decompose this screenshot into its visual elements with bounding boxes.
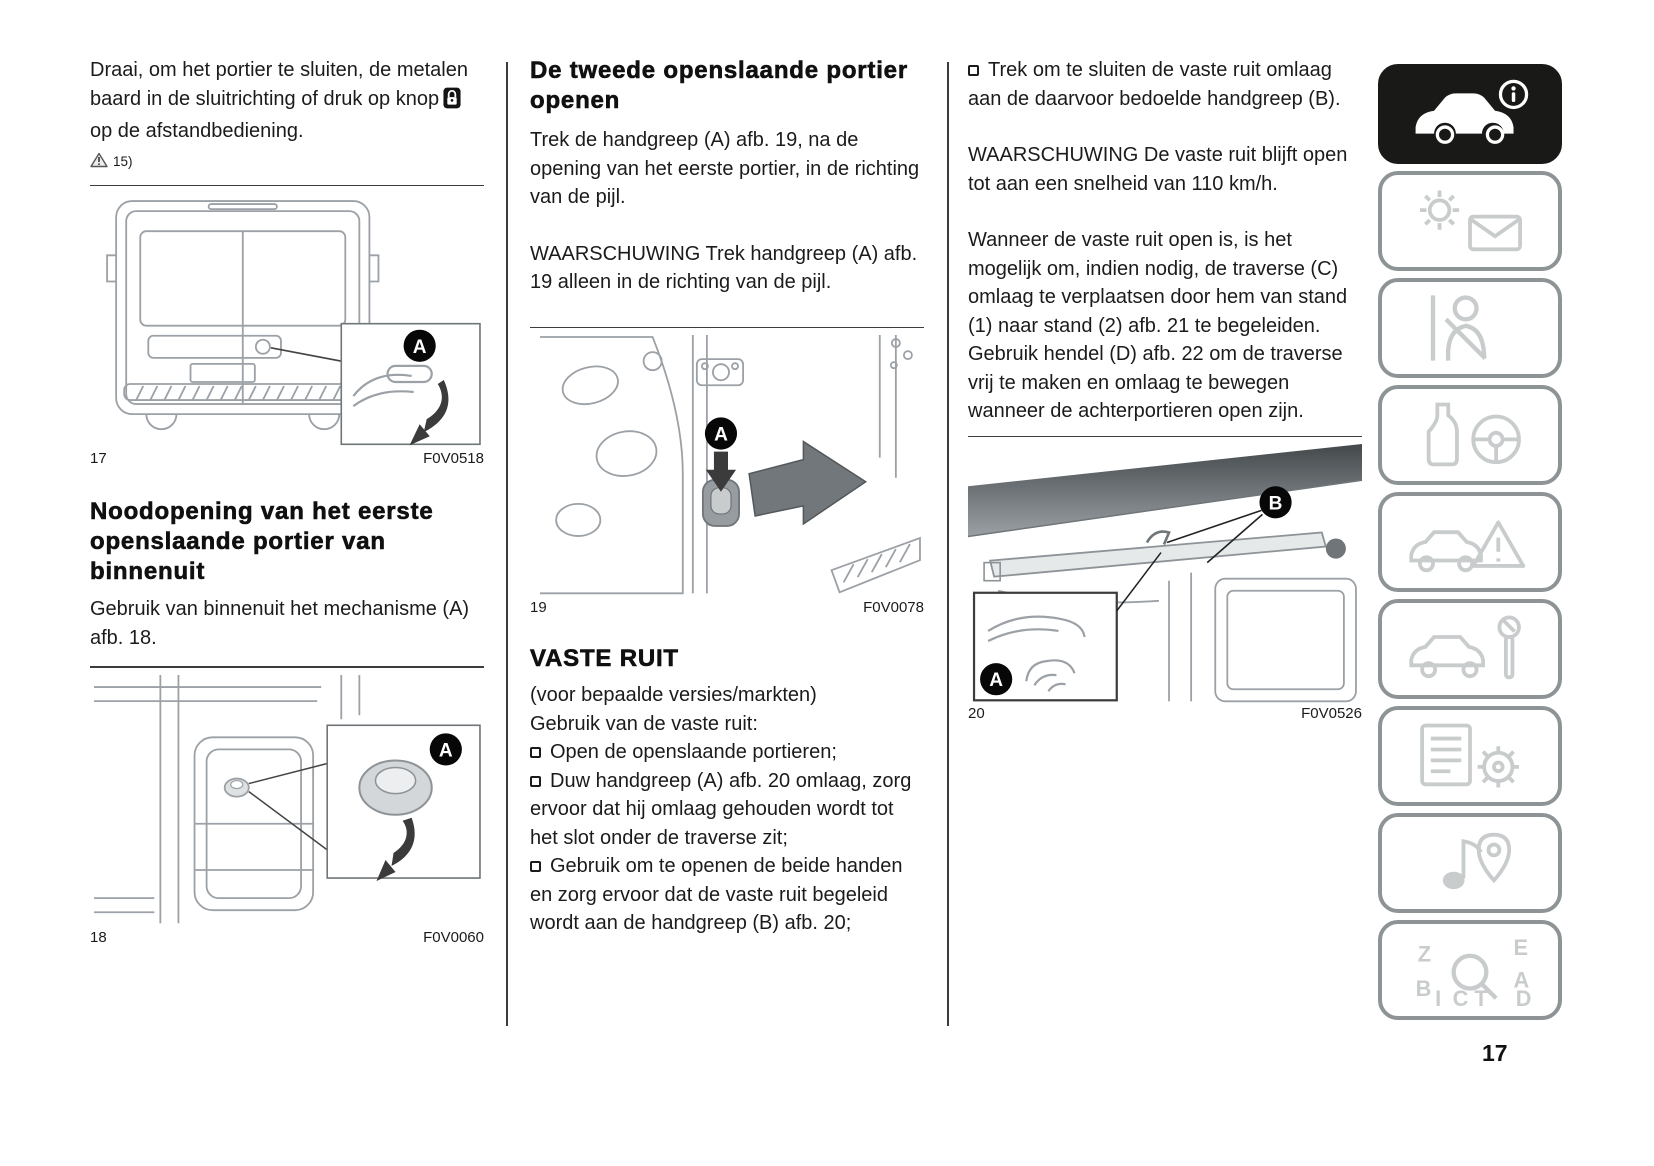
bullet-square-icon (530, 861, 541, 872)
paragraph-traverse: Wanneer de vaste ruit open is, is het mogelijk om, indien nodig, de traverse (C) omlaag te verplaatsen door hem van stand (1) naar stand (2) afb. 21 te begeleiden. (968, 229, 1348, 337)
figure-code: F0V0078 (863, 599, 924, 617)
sidebar-tab-maintenance[interactable] (1378, 599, 1562, 699)
heading-emergency-opening: Noodopening van het eerste openslaande portier van binnenuit (90, 498, 434, 586)
figure-19-door-jamb-art (530, 331, 924, 597)
sidebar-tab-safety[interactable] (1378, 278, 1562, 378)
figure-20 (968, 436, 1362, 723)
figure-number: 18 (90, 929, 107, 947)
marker-a-label: A (989, 670, 1004, 692)
heading-fixed-window: VASTE RUIT (530, 645, 679, 673)
lead-fixed-window: Gebruik van de vaste ruit: (530, 712, 758, 735)
column-right (968, 56, 1362, 722)
alphabetical-index-icon (1406, 933, 1534, 1007)
seatbelt-safety-icon (1406, 291, 1534, 365)
footnote-number: 15) (113, 153, 133, 169)
svg-text:T: T (1474, 985, 1488, 1007)
bullet-item: Trek om te sluiten de vaste ruit omlaag aan de daarvoor bedoelde handgreep (B). (968, 59, 1341, 110)
sidebar-tab-starting-driving[interactable] (1378, 385, 1562, 485)
figure-17-van-rear-art (90, 189, 484, 448)
paragraph-lever: Gebruik hendel (D) afb. 22 om de traverse vrij te maken en omlaag te bewegen wanneer de achterportieren open zijn. (968, 343, 1343, 422)
sun-message-icon (1406, 184, 1534, 258)
marker-b-label: B (1268, 493, 1283, 515)
svg-text:A: A (1513, 967, 1530, 993)
bullet-square-icon (968, 65, 979, 76)
figure-code: F0V0526 (1301, 705, 1362, 723)
steering-wheel-icon (1406, 398, 1534, 472)
sidebar-tab-index[interactable] (1378, 920, 1562, 1020)
subtitle-versions: (voor bepaalde versies/markten) (530, 684, 817, 707)
marker-a-label: A (438, 740, 453, 762)
marker-a-label: A (412, 336, 427, 358)
figure-20-caption (968, 705, 1362, 722)
warning-triangle-icon (90, 152, 108, 171)
figure-20-roof-traverse-art (968, 440, 1362, 703)
bullet-square-icon (530, 776, 541, 787)
figure-code: F0V0060 (423, 929, 484, 947)
bullet-item: Duw handgreep (A) afb. 20 omlaag, zorg ervoor dat hij omlaag gehouden wordt tot het slot onder de traverse zit; (530, 769, 912, 849)
svg-text:I: I (1435, 985, 1442, 1007)
section-tab-sidebar (1378, 64, 1562, 1027)
marker-a-label: A (714, 424, 728, 446)
paragraph-warning-speed: WAARSCHUWING De vaste ruit blijft open tot aan een snelheid van 110 km/h. (968, 144, 1348, 195)
paragraph-warning-handle: WAARSCHUWING Trek handgreep (A) afb. 19 alleen in de richting van de pijl. (530, 242, 918, 293)
remote-lock-icon (443, 87, 461, 118)
page-number: 17 (1482, 1040, 1508, 1066)
svg-text:C: C (1452, 985, 1469, 1007)
svg-text:Z: Z (1417, 941, 1432, 967)
figure-17-caption (90, 450, 484, 467)
bullet-item: Gebruik om te openen de beide handen en zorg ervoor dat de vaste ruit begeleid wordt aan de handgreep (B) afb. 20; (530, 855, 903, 935)
car-info-icon (1406, 77, 1534, 151)
column-left (90, 56, 484, 946)
heading-second-door: De tweede openslaande portier openen (530, 57, 908, 114)
svg-text:D: D (1515, 985, 1532, 1007)
figure-17 (90, 185, 484, 468)
column-divider (506, 62, 508, 1026)
figure-18-caption (90, 929, 484, 946)
figure-19 (530, 327, 924, 617)
figure-code: F0V0518 (423, 450, 484, 468)
figure-number: 20 (968, 705, 985, 723)
sidebar-tab-dashboard-messages[interactable] (1378, 171, 1562, 271)
svg-text:E: E (1513, 934, 1529, 960)
spec-list-gear-icon (1406, 719, 1534, 793)
figure-number: 17 (90, 450, 107, 468)
footnote-reference (90, 152, 484, 171)
figure-18-door-mechanism-art (90, 671, 484, 927)
paragraph-mechanism: Gebruik van binnenuit het mechanisme (A) afb. 18. (90, 598, 470, 649)
paragraph-close-door: Draai, om het portier te sluiten, de metalen baard in de sluitrichting of druk op knopop de afstandbediening. (90, 59, 468, 142)
figure-rule (90, 666, 484, 668)
bullet-square-icon (530, 747, 541, 758)
sidebar-tab-technical-data[interactable] (1378, 706, 1562, 806)
sidebar-tab-multimedia[interactable] (1378, 813, 1562, 913)
column-divider (947, 62, 949, 1026)
multimedia-pin-icon (1406, 826, 1534, 900)
figure-rule (968, 436, 1362, 438)
figure-number: 19 (530, 599, 547, 617)
car-warning-triangle-icon (1406, 505, 1534, 579)
column-middle (530, 56, 924, 938)
figure-rule (530, 327, 924, 329)
sidebar-tab-emergency[interactable] (1378, 492, 1562, 592)
paragraph-pull-handle: Trek de handgreep (A) afb. 19, na de opening van het eerste portier, in de richting van de pijl. (530, 129, 920, 208)
sidebar-tab-vehicle-info[interactable] (1378, 64, 1562, 164)
figure-18 (90, 666, 484, 946)
figure-19-caption (530, 599, 924, 616)
figure-rule (90, 185, 484, 187)
car-wrench-icon (1406, 612, 1534, 686)
svg-text:B: B (1415, 976, 1432, 1002)
bullet-item: Open de openslaande portieren; (530, 738, 924, 767)
